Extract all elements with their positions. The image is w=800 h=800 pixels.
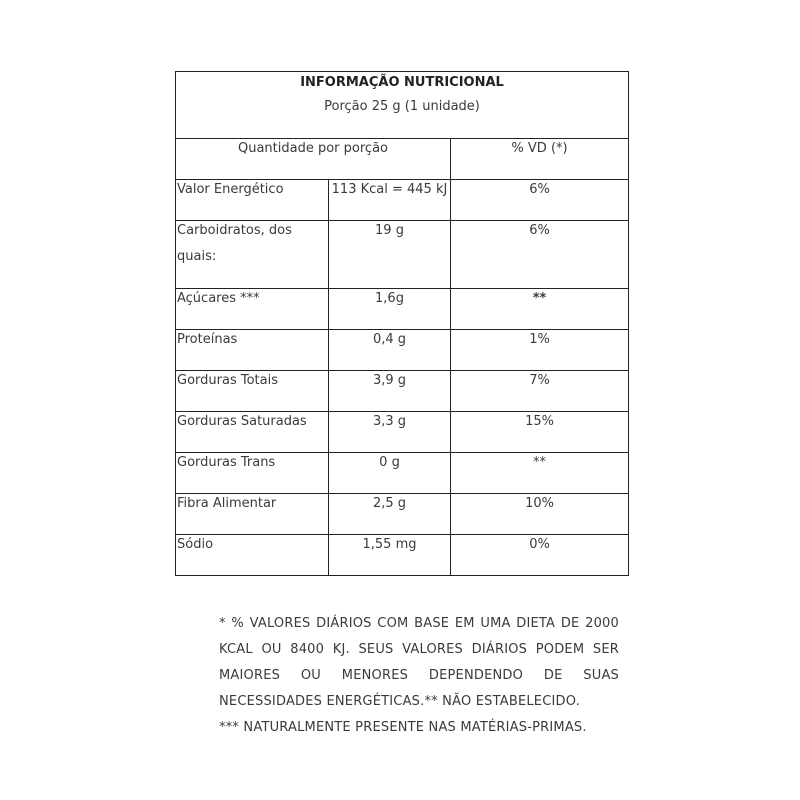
nutrient-name [176, 221, 329, 289]
nutrient-vd: 15% [451, 412, 629, 453]
table-row [176, 330, 629, 371]
nutrient-amount: 19 g [329, 221, 451, 289]
nutrition-facts-table [175, 71, 629, 576]
footnote-last: *** NATURALMENTE PRESENTE NAS MATÉRIAS-PRIMAS. [219, 720, 587, 735]
table-title: INFORMAÇÃO NUTRICIONAL [300, 75, 504, 90]
nutrient-vd: 0% [451, 535, 629, 576]
nutrient-name: Gorduras Totais [176, 371, 329, 412]
nutrient-name: Fibra Alimentar [176, 494, 329, 535]
portion-size: Porção 25 g (1 unidade) [324, 99, 480, 114]
nutrient-name: Valor Energético [176, 180, 329, 221]
nutrient-amount: 3,3 g [329, 412, 451, 453]
nutrient-amount: 3,9 g [329, 371, 451, 412]
nutrient-vd: 6% [451, 221, 629, 289]
nutrient-amount: 1,55 mg [329, 535, 451, 576]
table-header-row [176, 139, 629, 180]
nutrient-amount: 0 g [329, 453, 451, 494]
nutrient-name: Gorduras Trans [176, 453, 329, 494]
table-row [176, 371, 629, 412]
nutrient-name: Gorduras Saturadas [176, 412, 329, 453]
nutrient-vd: ** [451, 289, 629, 330]
table-row [176, 453, 629, 494]
nutrient-name: Sódio [176, 535, 329, 576]
table-row [176, 535, 629, 576]
nutrient-vd: 6% [451, 180, 629, 221]
nutrient-amount: 0,4 g [329, 330, 451, 371]
nutrient-vd: 1% [451, 330, 629, 371]
nutrient-name: Açúcares *** [176, 289, 329, 330]
header-quantity: Quantidade por porção [176, 139, 451, 180]
table-row [176, 494, 629, 535]
table-title-row [176, 72, 629, 139]
nutrient-amount: 2,5 g [329, 494, 451, 535]
table-row [176, 180, 629, 221]
nutrient-vd: 10% [451, 494, 629, 535]
table-row [176, 289, 629, 330]
footnote [219, 611, 619, 741]
nutrient-vd: 7% [451, 371, 629, 412]
nutrient-amount: 1,6g [329, 289, 451, 330]
header-vd: % VD (*) [451, 139, 629, 180]
nutrient-vd: ** [451, 453, 629, 494]
nutrient-name-text: Carboidratos, dos quais: [177, 223, 292, 264]
table-row [176, 221, 629, 289]
table-title-cell [176, 72, 629, 139]
footnote-main: * % VALORES DIÁRIOS COM BASE EM UMA DIETA DE 2000 KCAL OU 8400 KJ. SEUS VALORES DIÁRIOS PODEM SER MAIORES OU MENORES DEPENDENDO DE SUAS NECESSIDADES ENERGÉTICAS.** NÃO ESTABELECIDO. [219, 616, 619, 709]
nutrient-amount: 113 Kcal = 445 kJ [329, 180, 451, 221]
nutrient-name: Proteínas [176, 330, 329, 371]
table-row [176, 412, 629, 453]
